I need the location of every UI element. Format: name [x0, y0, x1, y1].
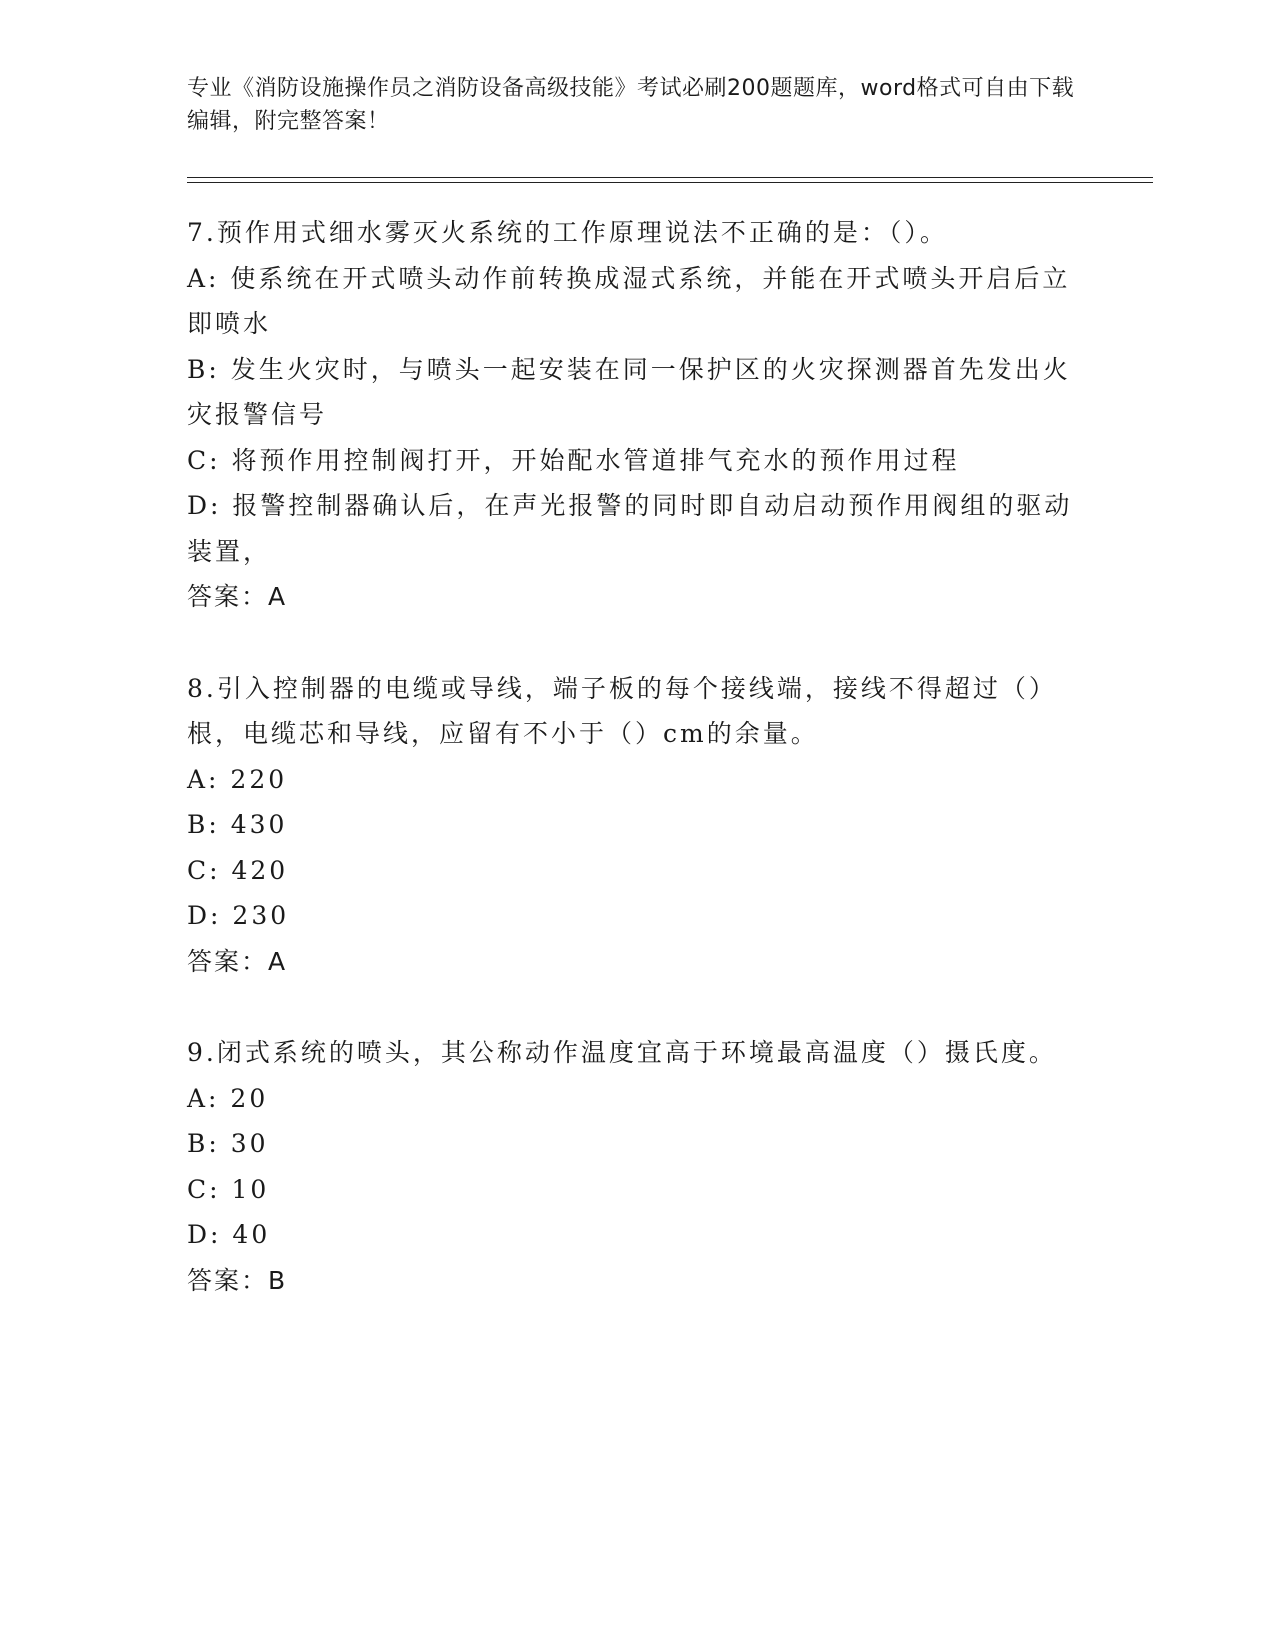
option-b: B: 发生火灾时，与喷头一起安装在同一保护区的火灾探测器首先发出火灾报警信号 [187, 354, 1071, 429]
option-a: A: 使系统在开式喷头动作前转换成湿式系统，并能在开式喷头开启后立即喷水 [187, 263, 1071, 338]
answer-label: 答案：A [187, 946, 288, 976]
answer-label: 答案：A [187, 582, 288, 611]
question-7 [187, 210, 1087, 620]
option-a: A: 220 [187, 764, 288, 794]
option-c: C: 10 [187, 1174, 270, 1204]
option-c: C: 将预作用控制阀打开，开始配水管道排气充水的预作用过程 [187, 445, 960, 475]
question-9 [187, 1030, 1087, 1303]
question-stem: 7.预作用式细水雾灭火系统的工作原理说法不正确的是：（）。 [187, 218, 948, 247]
header-divider-bottom [187, 182, 1153, 183]
option-b: B: 30 [187, 1129, 269, 1158]
header-divider-top [187, 177, 1153, 178]
question-stem: 9.闭式系统的喷头，其公称动作温度宜高于环境最高温度（）摄氏度。 [187, 1038, 1057, 1067]
document-header: 专业《消防设施操作员之消防设备高级技能》考试必刷200题题库，word格式可自由下载编辑，附完整答案！ [187, 76, 1075, 134]
question-stem: 8.引入控制器的电缆或导线，端子板的每个接线端，接线不得超过（）根，电缆芯和导线，应留有不小于（）cm的余量。 [187, 673, 1057, 748]
option-c: C: 420 [187, 855, 289, 885]
question-list [187, 210, 1087, 1349]
option-d: D: 报警控制器确认后，在声光报警的同时即自动启动预作用阀组的驱动装置， [187, 491, 1073, 566]
option-a: A: 20 [187, 1083, 269, 1113]
question-8 [187, 666, 1087, 985]
answer-label: 答案：B [187, 1265, 288, 1295]
option-d: D: 230 [187, 901, 290, 930]
option-d: D: 40 [187, 1220, 271, 1249]
option-b: B: 430 [187, 810, 288, 839]
